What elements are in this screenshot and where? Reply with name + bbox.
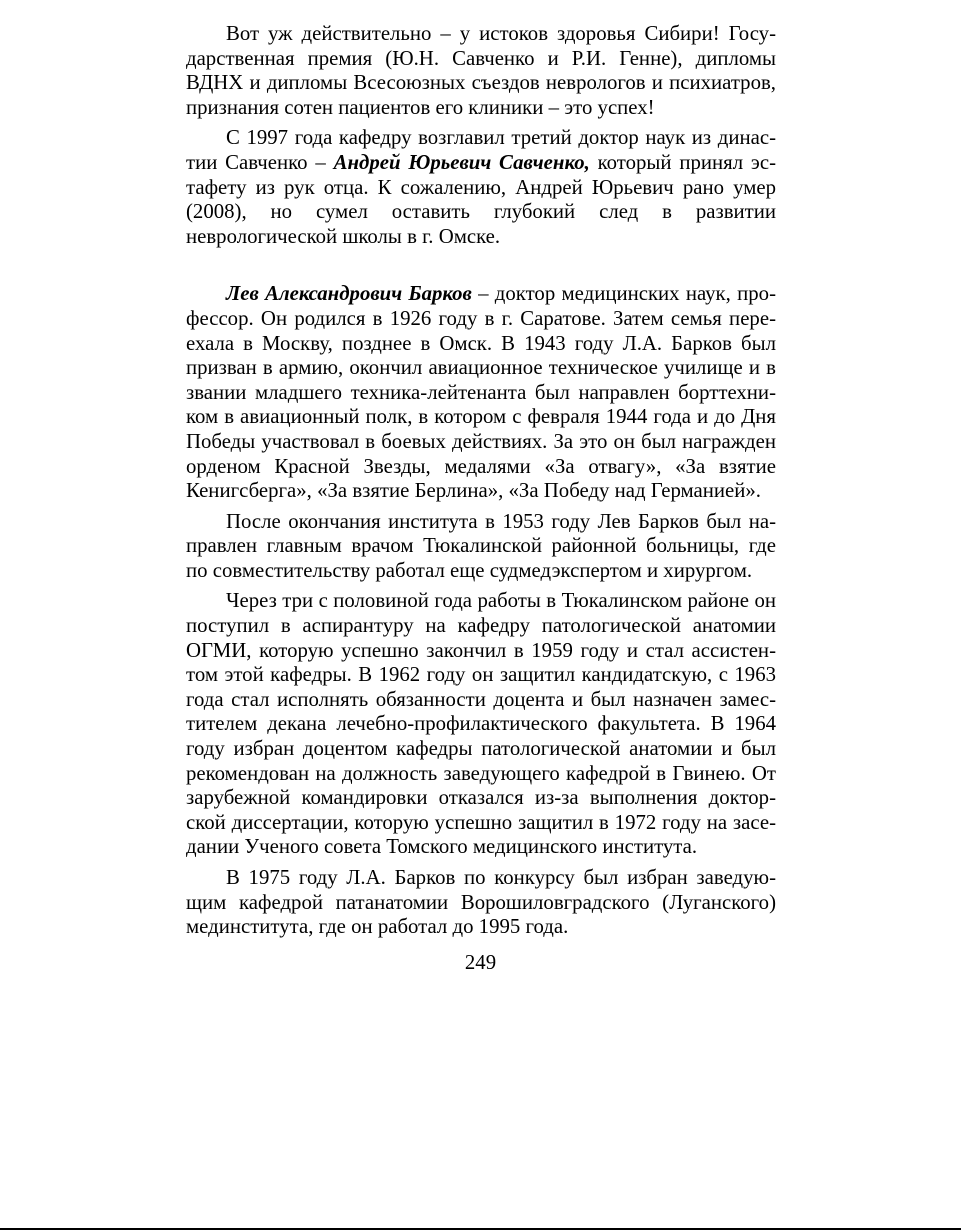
page-number: 249 (464, 951, 497, 974)
paragraph-6-text: В 1975 году Л.А. Барков по конкурсу был избран заведующим кафедрой патанатомии Ворошиловградского (Луганского) мединститута, где он работал до 1995 года. (186, 866, 776, 939)
paragraph-3-text: – доктор медицинских наук, профессор. Он родился в 1926 году в г. Саратове. Затем семья переехала в Москву, позднее в Омск. В 1943 году Л.А. Барков был призван в армию, окончил авиационное техническое училище и в звании младшего техника-лейтенанта был направлен борттехником в авиационный полк, в котором с февраля 1944 года и до Дня Победы участвовал в боевых действиях. За это он был награжден орденом Красной Звезды, медалями «За отвагу», «За взятие Кенигсберга», «За взятие Берлина», «За Победу над Германией». (186, 282, 776, 503)
paragraph-4-text: После окончания института в 1953 году Лев Барков был направлен главным врачом Тюкалинской районной больницы, где по совместительству работал еще судмедэкспертом и хирургом. (186, 509, 776, 582)
paragraph-2-text-end: который принял эстафету из рук отца. К сожалению, Андрей Юрьевич рано умер (2008), но сумел оставить глубокий след в развитии неврологической школы в г. Омске. (186, 150, 776, 248)
paragraph-1 (186, 22, 776, 120)
paragraph-2 (186, 126, 776, 249)
paragraph-3 (186, 282, 776, 503)
page-body (186, 22, 776, 940)
paragraph-1-text: Вот уж действительно – у истоков здоровья Сибири! Государственная премия (Ю.Н. Савченко и Р.И. Генне), дипломы ВДНХ и дипломы Всесоюзных съездов неврологов и психиатров, признания сотен пациентов его клиники – это успех! (186, 22, 776, 119)
paragraph-4 (186, 510, 776, 584)
paragraph-6 (186, 866, 776, 940)
person-name-andrey-savchenko: Андрей Юрьевич Савченко, (333, 150, 590, 174)
paragraph-2-text-start: С 1997 года кафедру возглавил третий доктор наук из династии Савченко – (186, 126, 776, 174)
person-name-lev-barkov: Лев Александрович Барков (226, 282, 472, 306)
paragraph-5-text: Через три с половиной года работы в Тюкалинском районе он поступил в аспирантуру на кафедру патологической анатомии ОГМИ, которую успешно закончил в 1959 году и стал ассистентом этой кафедры. В 1962 году он защитил кандидатскую, с 1963 года стал исполнять обязанности доцента и был назначен заместителем декана лечебно-профилактического факультета. В 1964 году избран доцентом кафедры патологической анатомии и был рекомендован на должность заведующего кафедрой в Гвинею. От зарубежной командировки отказался из-за выполнения докторской диссертации, которую успешно защитил в 1972 году на заседании Ученого совета Томского медицинского института. (186, 589, 776, 859)
paragraph-5 (186, 589, 776, 860)
